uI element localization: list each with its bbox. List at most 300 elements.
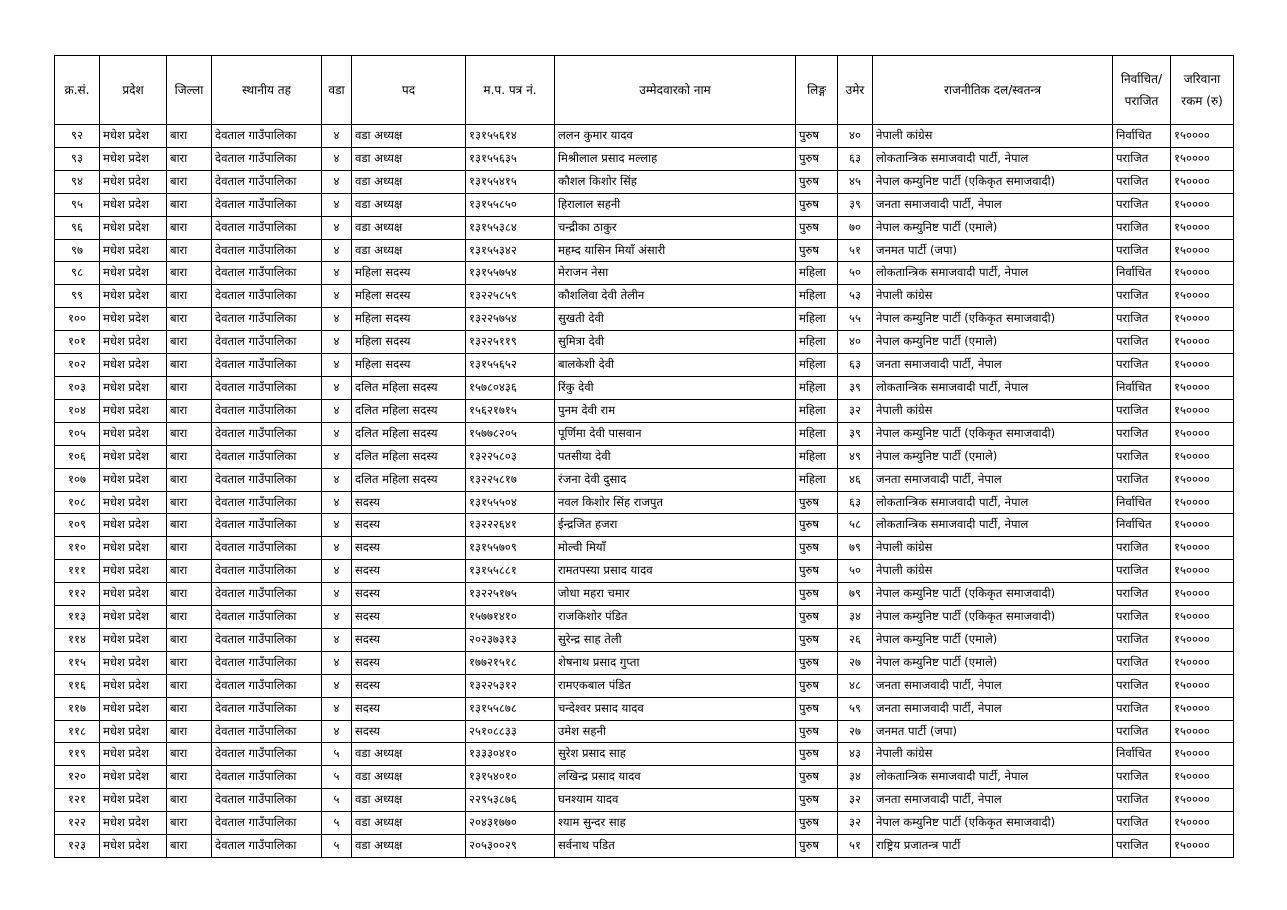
province-cell: मधेश प्रदेश: [100, 308, 167, 331]
party-cell: नेपाल कम्युनिष्ट पार्टी (एकिकृत समाजवादी): [873, 308, 1113, 331]
table-row: [55, 285, 1234, 308]
fine-amount-cell: १५००००: [1171, 399, 1234, 422]
district-cell: बारा: [167, 262, 212, 285]
serial-cell: ११६: [55, 674, 100, 697]
local-level-cell: देवताल गाउँपालिका: [212, 628, 322, 651]
result-cell: पराजित: [1113, 354, 1171, 377]
district-cell: बारा: [167, 812, 212, 835]
post-cell: दलित महिला सदस्य: [352, 422, 466, 445]
ward-cell: ४: [322, 468, 352, 491]
ward-cell: ५: [322, 743, 352, 766]
age-cell: ७९: [838, 583, 873, 606]
candidate-name-cell: हिरालाल सहनी: [555, 193, 796, 216]
result-cell: पराजित: [1113, 812, 1171, 835]
post-cell: सदस्य: [352, 583, 466, 606]
province-cell: मधेश प्रदेश: [100, 125, 167, 148]
fine-amount-cell: १५००००: [1171, 743, 1234, 766]
local-level-cell: देवताल गाउँपालिका: [212, 674, 322, 697]
gender-cell: पुरुष: [796, 789, 838, 812]
district-cell: बारा: [167, 331, 212, 354]
ballot-number-cell: १३१५५५०४: [466, 491, 555, 514]
province-cell: मधेश प्रदेश: [100, 606, 167, 629]
result-cell: पराजित: [1113, 835, 1171, 858]
district-cell: बारा: [167, 835, 212, 858]
gender-cell: पुरुष: [796, 147, 838, 170]
gender-cell: पुरुष: [796, 583, 838, 606]
serial-cell: १११: [55, 560, 100, 583]
candidate-name-cell: सुखती देवी: [555, 308, 796, 331]
age-cell: ३४: [838, 766, 873, 789]
ballot-number-cell: १३१५५८५०: [466, 193, 555, 216]
serial-cell: १२३: [55, 835, 100, 858]
district-cell: बारा: [167, 537, 212, 560]
fine-amount-cell: १५००००: [1171, 445, 1234, 468]
candidate-name-cell: सुमित्रा देवी: [555, 331, 796, 354]
fine-amount-cell: १५००००: [1171, 766, 1234, 789]
province-cell: मधेश प्रदेश: [100, 193, 167, 216]
candidate-name-cell: बालकेशी देवी: [555, 354, 796, 377]
post-cell: महिला सदस्य: [352, 331, 466, 354]
result-cell: निर्वाचित: [1113, 262, 1171, 285]
party-cell: नेपाली कांग्रेस: [873, 125, 1113, 148]
post-cell: वडा अध्यक्ष: [352, 147, 466, 170]
ward-cell: ५: [322, 835, 352, 858]
local-level-cell: देवताल गाउँपालिका: [212, 262, 322, 285]
local-level-cell: देवताल गाउँपालिका: [212, 193, 322, 216]
district-cell: बारा: [167, 170, 212, 193]
post-cell: वडा अध्यक्ष: [352, 125, 466, 148]
party-cell: राष्ट्रिय प्रजातन्त्र पार्टी: [873, 835, 1113, 858]
age-cell: ५३: [838, 285, 873, 308]
ballot-number-cell: १३१५५६३५: [466, 147, 555, 170]
serial-cell: १००: [55, 308, 100, 331]
province-cell: मधेश प्रदेश: [100, 743, 167, 766]
post-cell: महिला सदस्य: [352, 308, 466, 331]
serial-cell: ९९: [55, 285, 100, 308]
age-header: उमेर: [838, 56, 873, 125]
local-level-cell: देवताल गाउँपालिका: [212, 399, 322, 422]
ward-header: वडा: [322, 56, 352, 125]
post-cell: सदस्य: [352, 674, 466, 697]
gender-cell: पुरुष: [796, 697, 838, 720]
district-cell: बारा: [167, 651, 212, 674]
ward-cell: ४: [322, 216, 352, 239]
party-cell: जनता समाजवादी पार्टी, नेपाल: [873, 697, 1113, 720]
post-cell: सदस्य: [352, 720, 466, 743]
result-cell: पराजित: [1113, 674, 1171, 697]
local-level-cell: देवताल गाउँपालिका: [212, 308, 322, 331]
district-cell: बारा: [167, 422, 212, 445]
local-level-cell: देवताल गाउँपालिका: [212, 720, 322, 743]
age-cell: ४५: [838, 170, 873, 193]
age-cell: २७: [838, 651, 873, 674]
gender-cell: पुरुष: [796, 835, 838, 858]
post-cell: दलित महिला सदस्य: [352, 445, 466, 468]
ballot-number-cell: १३२२५१७५: [466, 583, 555, 606]
province-cell: मधेश प्रदेश: [100, 766, 167, 789]
fine-amount-cell: १५००००: [1171, 170, 1234, 193]
results-table: [54, 55, 1234, 858]
result-header: निर्वाचित/ पराजित: [1113, 56, 1171, 125]
fine-amount-cell: १५००००: [1171, 812, 1234, 835]
age-cell: ५५: [838, 308, 873, 331]
gender-cell: पुरुष: [796, 628, 838, 651]
candidate-name-cell: लखिन्द्र प्रसाद यादव: [555, 766, 796, 789]
local-level-cell: देवताल गाउँपालिका: [212, 789, 322, 812]
table-row: [55, 537, 1234, 560]
candidate-name-header: उम्मेदवारको नाम: [555, 56, 796, 125]
table-row: [55, 445, 1234, 468]
party-cell: लोकतान्त्रिक समाजवादी पार्टी, नेपाल: [873, 262, 1113, 285]
gender-cell: महिला: [796, 262, 838, 285]
result-cell: पराजित: [1113, 193, 1171, 216]
ward-cell: ४: [322, 399, 352, 422]
table-row: [55, 812, 1234, 835]
ward-cell: ४: [322, 720, 352, 743]
party-cell: जनता समाजवादी पार्टी, नेपाल: [873, 468, 1113, 491]
district-cell: बारा: [167, 743, 212, 766]
district-cell: बारा: [167, 606, 212, 629]
district-cell: बारा: [167, 399, 212, 422]
serial-cell: १०४: [55, 399, 100, 422]
serial-cell: ९६: [55, 216, 100, 239]
local-level-cell: देवताल गाउँपालिका: [212, 766, 322, 789]
province-cell: मधेश प्रदेश: [100, 239, 167, 262]
post-cell: वडा अध्यक्ष: [352, 812, 466, 835]
ward-cell: ४: [322, 193, 352, 216]
fine-amount-cell: १५००००: [1171, 720, 1234, 743]
candidate-name-cell: ईन्द्रजित हजरा: [555, 514, 796, 537]
table-row: [55, 491, 1234, 514]
serial-cell: ९३: [55, 147, 100, 170]
gender-cell: महिला: [796, 445, 838, 468]
fine-amount-cell: १५००००: [1171, 354, 1234, 377]
local-level-cell: देवताल गाउँपालिका: [212, 422, 322, 445]
age-cell: ३२: [838, 399, 873, 422]
ballot-number-cell: १३२२५८१७: [466, 468, 555, 491]
candidate-name-cell: मेराजन नेसा: [555, 262, 796, 285]
ward-cell: ४: [322, 445, 352, 468]
district-cell: बारा: [167, 445, 212, 468]
candidate-name-cell: पूर्णिमा देवी पासवान: [555, 422, 796, 445]
post-cell: वडा अध्यक्ष: [352, 835, 466, 858]
table-body: [55, 125, 1234, 858]
ward-cell: ४: [322, 560, 352, 583]
fine-amount-cell: १५००००: [1171, 308, 1234, 331]
party-cell: नेपाली कांग्रेस: [873, 399, 1113, 422]
ballot-number-cell: १७७२१५१८: [466, 651, 555, 674]
age-cell: ४०: [838, 125, 873, 148]
province-cell: मधेश प्रदेश: [100, 651, 167, 674]
serial-cell: ११५: [55, 651, 100, 674]
fine-amount-cell: १५००००: [1171, 193, 1234, 216]
party-header: राजनीतिक दल/स्वतन्त्र: [873, 56, 1113, 125]
gender-cell: पुरुष: [796, 560, 838, 583]
age-cell: ३२: [838, 812, 873, 835]
fine-amount-cell: १५००००: [1171, 674, 1234, 697]
serial-cell: १०९: [55, 514, 100, 537]
gender-cell: पुरुष: [796, 651, 838, 674]
post-cell: वडा अध्यक्ष: [352, 193, 466, 216]
post-cell: महिला सदस्य: [352, 354, 466, 377]
ballot-number-cell: २०५३००२९: [466, 835, 555, 858]
gender-header: लिङ्ग: [796, 56, 838, 125]
party-cell: लोकतान्त्रिक समाजवादी पार्टी, नेपाल: [873, 147, 1113, 170]
table-row: [55, 835, 1234, 858]
fine-amount-cell: १५००००: [1171, 835, 1234, 858]
party-cell: जनता समाजवादी पार्टी, नेपाल: [873, 193, 1113, 216]
party-cell: लोकतान्त्रिक समाजवादी पार्टी, नेपाल: [873, 766, 1113, 789]
province-cell: मधेश प्रदेश: [100, 514, 167, 537]
province-cell: मधेश प्रदेश: [100, 216, 167, 239]
serial-cell: १०७: [55, 468, 100, 491]
age-cell: ३४: [838, 606, 873, 629]
fine-amount-cell: १५००००: [1171, 376, 1234, 399]
province-cell: मधेश प्रदेश: [100, 835, 167, 858]
ward-cell: ४: [322, 583, 352, 606]
district-cell: बारा: [167, 720, 212, 743]
candidate-name-cell: राजकिशोर पंडित: [555, 606, 796, 629]
table-row: [55, 422, 1234, 445]
serial-cell: ९७: [55, 239, 100, 262]
result-cell: पराजित: [1113, 308, 1171, 331]
candidate-name-cell: मिश्रीलाल प्रसाद मल्लाह: [555, 147, 796, 170]
party-cell: जनमत पार्टी (जपा): [873, 720, 1113, 743]
post-cell: वडा अध्यक्ष: [352, 239, 466, 262]
result-cell: पराजित: [1113, 537, 1171, 560]
ward-cell: ४: [322, 354, 352, 377]
gender-cell: महिला: [796, 468, 838, 491]
district-cell: बारा: [167, 193, 212, 216]
province-cell: मधेश प्रदेश: [100, 491, 167, 514]
party-cell: जनता समाजवादी पार्टी, नेपाल: [873, 789, 1113, 812]
serial-cell: १०१: [55, 331, 100, 354]
table-row: [55, 399, 1234, 422]
ward-cell: ४: [322, 125, 352, 148]
age-cell: ५०: [838, 262, 873, 285]
ballot-number-cell: १३१५४०१०: [466, 766, 555, 789]
result-cell: पराजित: [1113, 468, 1171, 491]
local-level-cell: देवताल गाउँपालिका: [212, 835, 322, 858]
table-row: [55, 239, 1234, 262]
table-row: [55, 147, 1234, 170]
province-cell: मधेश प्रदेश: [100, 468, 167, 491]
table-row: [55, 376, 1234, 399]
district-cell: बारा: [167, 285, 212, 308]
serial-cell: १०३: [55, 376, 100, 399]
local-level-cell: देवताल गाउँपालिका: [212, 354, 322, 377]
district-cell: बारा: [167, 766, 212, 789]
age-cell: ५१: [838, 835, 873, 858]
gender-cell: पुरुष: [796, 514, 838, 537]
post-cell: सदस्य: [352, 491, 466, 514]
age-cell: ४०: [838, 331, 873, 354]
district-cell: बारा: [167, 125, 212, 148]
table-row: [55, 628, 1234, 651]
gender-cell: पुरुष: [796, 743, 838, 766]
post-cell: दलित महिला सदस्य: [352, 399, 466, 422]
party-cell: नेपाल कम्युनिष्ट पार्टी (एमाले): [873, 216, 1113, 239]
result-cell: पराजित: [1113, 216, 1171, 239]
age-cell: ४३: [838, 743, 873, 766]
fine-amount-cell: १५००००: [1171, 560, 1234, 583]
candidate-name-cell: कौशलिवा देवी तेलीन: [555, 285, 796, 308]
result-cell: पराजित: [1113, 331, 1171, 354]
ballot-number-cell: १३१५५६१४: [466, 125, 555, 148]
local-level-cell: देवताल गाउँपालिका: [212, 514, 322, 537]
party-cell: नेपाल कम्युनिष्ट पार्टी (एमाले): [873, 445, 1113, 468]
local-level-cell: देवताल गाउँपालिका: [212, 697, 322, 720]
ballot-number-cell: २०४३१७७०: [466, 812, 555, 835]
ward-cell: ५: [322, 812, 352, 835]
post-cell: सदस्य: [352, 514, 466, 537]
serial-cell: १२०: [55, 766, 100, 789]
gender-cell: पुरुष: [796, 125, 838, 148]
post-cell: दलित महिला सदस्य: [352, 376, 466, 399]
fine-amount-cell: १५००००: [1171, 331, 1234, 354]
party-cell: नेपाली कांग्रेस: [873, 285, 1113, 308]
district-cell: बारा: [167, 628, 212, 651]
fine-amount-cell: १५००००: [1171, 239, 1234, 262]
ward-cell: ४: [322, 491, 352, 514]
ballot-number-cell: १३१५५६५२: [466, 354, 555, 377]
result-cell: पराजित: [1113, 606, 1171, 629]
district-cell: बारा: [167, 789, 212, 812]
table-row: [55, 308, 1234, 331]
age-cell: ५८: [838, 514, 873, 537]
fine-amount-cell: १५००००: [1171, 628, 1234, 651]
serial-cell: ११४: [55, 628, 100, 651]
local-level-cell: देवताल गाउँपालिका: [212, 560, 322, 583]
post-header: पद: [352, 56, 466, 125]
district-cell: बारा: [167, 376, 212, 399]
candidate-name-cell: ललन कुमार यादव: [555, 125, 796, 148]
serial-cell: ११३: [55, 606, 100, 629]
serial-cell: ११२: [55, 583, 100, 606]
local-level-cell: देवताल गाउँपालिका: [212, 285, 322, 308]
local-level-cell: देवताल गाउँपालिका: [212, 170, 322, 193]
candidate-name-cell: पुनम देवी राम: [555, 399, 796, 422]
province-cell: मधेश प्रदेश: [100, 285, 167, 308]
candidate-name-cell: जोधा महरा चमार: [555, 583, 796, 606]
province-cell: मधेश प्रदेश: [100, 262, 167, 285]
gender-cell: पुरुष: [796, 720, 838, 743]
candidate-name-cell: सुरेन्द्र साह तेली: [555, 628, 796, 651]
ballot-number-cell: १३१५५३८४: [466, 216, 555, 239]
table-row: [55, 262, 1234, 285]
ballot-number-cell: १३२२५७५४: [466, 308, 555, 331]
province-cell: मधेश प्रदेश: [100, 789, 167, 812]
result-cell: पराजित: [1113, 628, 1171, 651]
serial-header: क्र.सं.: [55, 56, 100, 125]
serial-cell: ११८: [55, 720, 100, 743]
gender-cell: पुरुष: [796, 193, 838, 216]
candidate-name-cell: कौशल किशोर सिंह: [555, 170, 796, 193]
province-cell: मधेश प्रदेश: [100, 170, 167, 193]
fine-amount-header: जरिवाना रकम (रु): [1171, 56, 1234, 125]
district-cell: बारा: [167, 674, 212, 697]
age-cell: ३९: [838, 422, 873, 445]
province-cell: मधेश प्रदेश: [100, 628, 167, 651]
table-row: [55, 720, 1234, 743]
district-cell: बारा: [167, 216, 212, 239]
candidate-name-cell: चन्द्रीका ठाकुर: [555, 216, 796, 239]
fine-amount-cell: १५००००: [1171, 583, 1234, 606]
party-cell: नेपाल कम्युनिष्ट पार्टी (एमाले): [873, 331, 1113, 354]
result-cell: निर्वाचित: [1113, 376, 1171, 399]
fine-amount-cell: १५००००: [1171, 262, 1234, 285]
fine-amount-cell: १५००००: [1171, 606, 1234, 629]
local-level-cell: देवताल गाउँपालिका: [212, 491, 322, 514]
ballot-number-cell: १५६२१७१५: [466, 399, 555, 422]
local-level-cell: देवताल गाउँपालिका: [212, 216, 322, 239]
fine-amount-cell: १५००००: [1171, 789, 1234, 812]
ballot-number-cell: १३१५५७०९: [466, 537, 555, 560]
ward-cell: ४: [322, 422, 352, 445]
fine-amount-cell: १५००००: [1171, 147, 1234, 170]
table-row: [55, 193, 1234, 216]
party-cell: नेपाली कांग्रेस: [873, 743, 1113, 766]
age-cell: ६३: [838, 147, 873, 170]
serial-cell: ९२: [55, 125, 100, 148]
serial-cell: १०२: [55, 354, 100, 377]
province-cell: मधेश प्रदेश: [100, 560, 167, 583]
table-row: [55, 514, 1234, 537]
district-header: जिल्ला: [167, 56, 212, 125]
result-cell: निर्वाचित: [1113, 125, 1171, 148]
serial-cell: ९५: [55, 193, 100, 216]
candidate-name-cell: पतसीया देवी: [555, 445, 796, 468]
party-cell: नेपाल कम्युनिष्ट पार्टी (एकिकृत समाजवादी): [873, 606, 1113, 629]
ballot-number-cell: १३२२५८५९: [466, 285, 555, 308]
local-level-cell: देवताल गाउँपालिका: [212, 583, 322, 606]
fine-amount-cell: १५००००: [1171, 468, 1234, 491]
party-cell: लोकतान्त्रिक समाजवादी पार्टी, नेपाल: [873, 514, 1113, 537]
post-cell: वडा अध्यक्ष: [352, 170, 466, 193]
gender-cell: महिला: [796, 354, 838, 377]
post-cell: सदस्य: [352, 651, 466, 674]
ballot-number-cell: १५७७८२०५: [466, 422, 555, 445]
candidate-name-cell: रामएकबाल पंडित: [555, 674, 796, 697]
province-cell: मधेश प्रदेश: [100, 537, 167, 560]
table-row: [55, 743, 1234, 766]
party-cell: जनता समाजवादी पार्टी, नेपाल: [873, 674, 1113, 697]
local-level-cell: देवताल गाउँपालिका: [212, 147, 322, 170]
post-cell: वडा अध्यक्ष: [352, 766, 466, 789]
party-cell: नेपाल कम्युनिष्ट पार्टी (एकिकृत समाजवादी): [873, 170, 1113, 193]
ballot-number-cell: १३१५५७५४: [466, 262, 555, 285]
local-level-cell: देवताल गाउँपालिका: [212, 445, 322, 468]
ward-cell: ४: [322, 239, 352, 262]
result-cell: पराजित: [1113, 720, 1171, 743]
result-cell: पराजित: [1113, 239, 1171, 262]
result-cell: पराजित: [1113, 285, 1171, 308]
ward-cell: ४: [322, 262, 352, 285]
age-cell: ३९: [838, 376, 873, 399]
serial-cell: ११९: [55, 743, 100, 766]
post-cell: सदस्य: [352, 697, 466, 720]
candidate-name-cell: घनश्याम यादव: [555, 789, 796, 812]
ward-cell: ४: [322, 697, 352, 720]
ballot-number-cell: १३१५५८८१: [466, 560, 555, 583]
serial-cell: ९४: [55, 170, 100, 193]
province-header: प्रदेश: [100, 56, 167, 125]
result-cell: पराजित: [1113, 789, 1171, 812]
age-cell: ५१: [838, 239, 873, 262]
local-level-header: स्थानीय तह: [212, 56, 322, 125]
serial-cell: ११७: [55, 697, 100, 720]
ward-cell: ४: [322, 651, 352, 674]
